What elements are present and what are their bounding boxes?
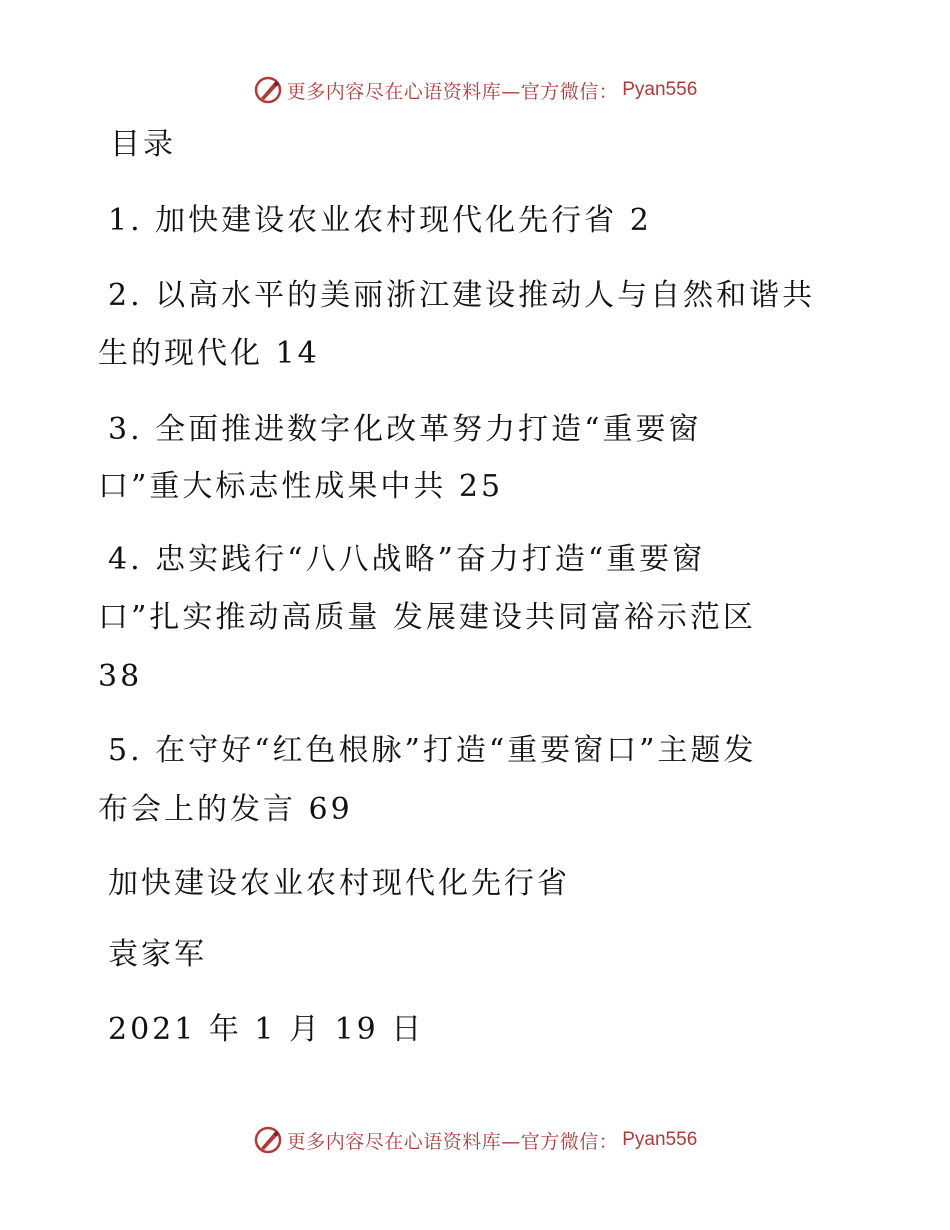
toc-item-2-line-1: 2. 以高水平的美丽浙江建设推动人与自然和谐共 bbox=[108, 278, 816, 313]
article-author: 袁家军 bbox=[108, 937, 207, 972]
watermark-text: 更多内容尽在心语资料库—官方微信： bbox=[286, 80, 619, 103]
watermark-handle: Pyan556 bbox=[622, 79, 698, 100]
toc-item-4-line-2: 口”扎实推动高质量 发展建设共同富裕示范区 bbox=[98, 600, 756, 635]
toc-item-5-line-2: 布会上的发言 69 bbox=[98, 792, 353, 827]
article-title: 加快建设农业农村现代化先行省 bbox=[108, 866, 570, 901]
toc-item-1: 1. 加快建设农业农村现代化先行省 2 bbox=[108, 203, 652, 238]
toc-item-3-line-1: 3. 全面推进数字化改革努力打造“重要窗 bbox=[108, 412, 702, 447]
watermark-text: 更多内容尽在心语资料库—官方微信： bbox=[286, 1130, 619, 1153]
toc-item-4-line-3: 38 bbox=[98, 659, 143, 694]
watermark-handle: Pyan556 bbox=[622, 1129, 698, 1150]
watermark-banner-top bbox=[0, 70, 950, 110]
toc-item-5-line-1: 5. 在守好“红色根脉”打造“重要窗口”主题发 bbox=[108, 733, 757, 768]
toc-heading: 目录 bbox=[110, 127, 176, 162]
toc-item-2-line-2: 生的现代化 14 bbox=[98, 336, 320, 371]
toc-item-4-line-1: 4. 忠实践行“八八战略”奋力打造“重要窗 bbox=[108, 542, 706, 577]
watermark-banner-bottom bbox=[0, 1120, 950, 1160]
pen-logo-icon bbox=[253, 75, 283, 105]
toc-item-3-line-2: 口”重大标志性成果中共 25 bbox=[98, 469, 504, 504]
article-date: 2021 年 1 月 19 日 bbox=[108, 1012, 425, 1047]
pen-logo-icon bbox=[253, 1125, 283, 1155]
